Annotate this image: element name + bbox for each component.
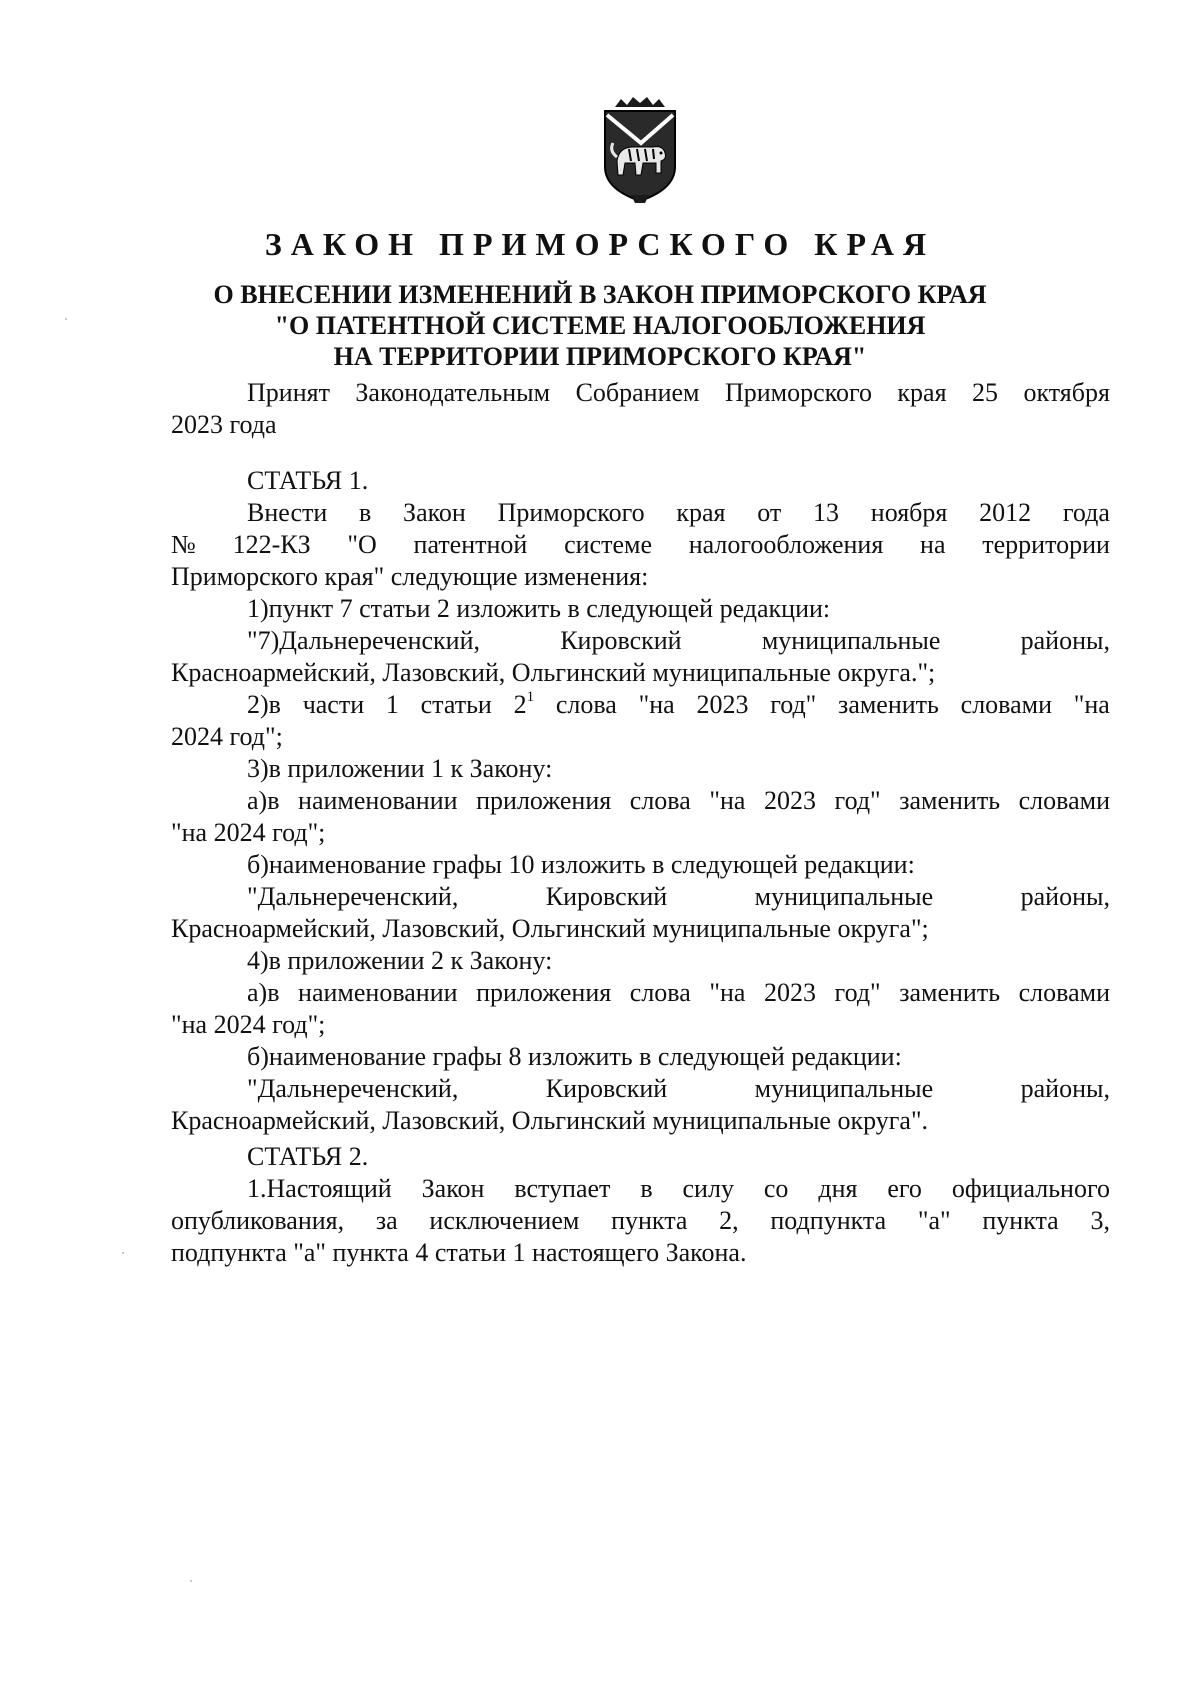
adoption-line-1: Принят Законодательным Собранием Приморского края 25 октября: [247, 378, 1110, 407]
item-2-line-2: 2024 год";: [171, 722, 283, 751]
article-1-intro-line-1: Внести в Закон Приморского края от 13 ноября 2012 года: [247, 498, 1110, 527]
item-3b: б)наименование графы 10 изложить в следующей редакции:: [247, 850, 915, 879]
subtitle-line: О ВНЕСЕНИИ ИЗМЕНЕНИЙ В ЗАКОН ПРИМОРСКОГО КРАЯ: [213, 280, 987, 309]
scan-speck: [190, 1580, 192, 1582]
item-3b-quote-line-1: "Дальнереченский, Кировский муниципальные районы,: [247, 882, 1110, 911]
item-1-quote-line-1: "7)Дальнереченский, Кировский муниципальные районы,: [247, 626, 1110, 655]
article-2-heading: СТАТЬЯ 2.: [247, 1142, 369, 1171]
item-3: 3)в приложении 1 к Закону:: [247, 754, 553, 783]
law-subtitle: [0, 279, 1200, 372]
coat-of-arms-emblem: [601, 97, 679, 205]
item-4a-line-2: "на 2024 год";: [171, 1010, 326, 1039]
article-2: [171, 1141, 1110, 1269]
superscript: 1: [526, 689, 535, 705]
item-4: 4)в приложении 2 к Закону:: [247, 946, 553, 975]
article-1: [171, 465, 1110, 1137]
adoption-line-2: 2023 года: [171, 410, 277, 439]
item-1-quote-line-2: Красноармейский, Лазовский, Ольгинский муниципальные округа.";: [171, 658, 936, 687]
article-1-intro-line-3: Приморского края" следующие изменения:: [171, 562, 649, 591]
article-2-line-2: опубликования, за исключением пункта 2, подпункта "а" пункта 3,: [171, 1206, 1110, 1235]
law-title: ЗАКОН ПРИМОРСКОГО КРАЯ: [264, 226, 936, 262]
item-1: 1)пункт 7 статьи 2 изложить в следующей редакции:: [247, 594, 831, 623]
article-2-line-1: 1.Настоящий Закон вступает в силу со дня его официального: [247, 1174, 1110, 1203]
item-3a-line-1: а)в наименовании приложения слова "на 2023 год" заменить словами: [247, 786, 1110, 815]
article-2-line-3: подпункта "а" пункта 4 статьи 1 настоящего Закона.: [171, 1238, 747, 1267]
item-4b-quote-line-2: Красноармейский, Лазовский, Ольгинский муниципальные округа".: [171, 1106, 929, 1135]
subtitle-line: "О ПАТЕНТНОЙ СИСТЕМЕ НАЛОГООБЛОЖЕНИЯ: [274, 311, 926, 340]
article-1-heading: СТАТЬЯ 1.: [247, 466, 369, 495]
scan-speck: [122, 1252, 124, 1254]
item-3a-line-2: "на 2024 год";: [171, 818, 326, 847]
adoption-note: [171, 377, 1110, 441]
subtitle-line: НА ТЕРРИТОРИИ ПРИМОРСКОГО КРАЯ": [333, 342, 867, 371]
scan-speck: [65, 318, 67, 320]
item-3b-quote-line-2: Красноармейский, Лазовский, Ольгинский муниципальные округа";: [171, 914, 929, 943]
item-4b: б)наименование графы 8 изложить в следующей редакции:: [247, 1042, 902, 1071]
item-2-line-1: 2)в части 1 статьи $2^1$ слова "на 2023 год" заменить словами "на: [247, 689, 1110, 719]
article-1-intro-line-2: № 122-КЗ "О патентной системе налогообложения на территории: [171, 530, 1110, 559]
item-4a-line-1: а)в наименовании приложения слова "на 2023 год" заменить словами: [247, 978, 1110, 1007]
item-4b-quote-line-1: "Дальнереченский, Кировский муниципальные районы,: [247, 1074, 1110, 1103]
